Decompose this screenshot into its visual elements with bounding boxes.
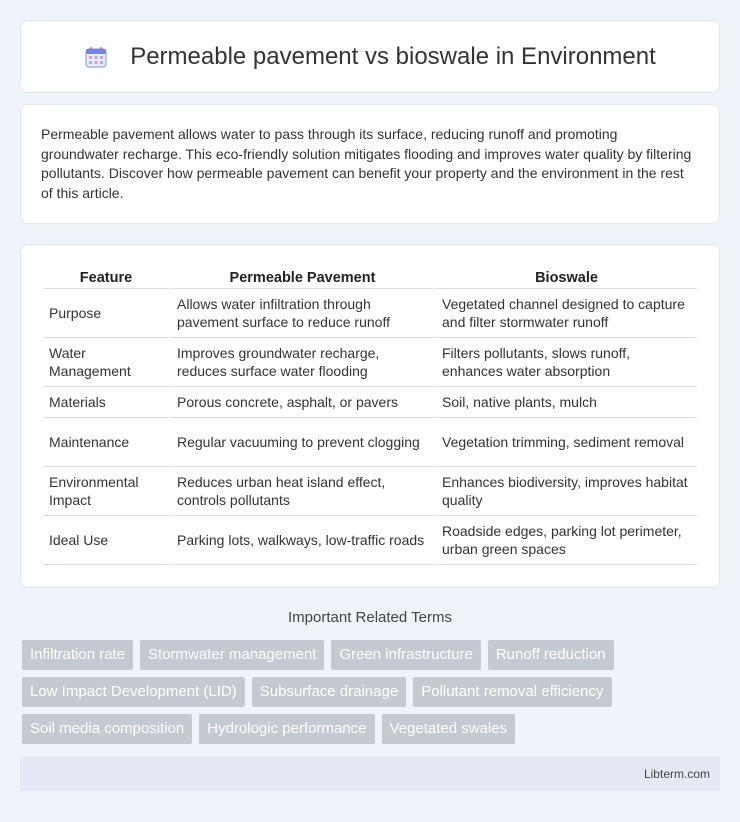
column-header: Bioswale — [436, 267, 697, 289]
footer — [20, 757, 720, 791]
table-cell: Improves groundwater recharge, reduces surface water flooding — [171, 338, 434, 387]
tag[interactable]: Runoff reduction — [488, 640, 614, 670]
table-cell: Ideal Use — [43, 516, 169, 565]
table-cell: Materials — [43, 387, 169, 418]
table-cell: Parking lots, walkways, low-traffic roads — [171, 516, 434, 565]
related-terms-heading: Important Related Terms — [288, 609, 452, 626]
table-cell: Enhances biodiversity, improves habitat quality — [436, 467, 697, 516]
tag[interactable]: Stormwater management — [140, 640, 324, 670]
table-cell: Reduces urban heat island effect, controls pollutants — [171, 467, 434, 516]
title-card — [20, 20, 720, 93]
table-cell: Water Management — [43, 338, 169, 387]
table-cell: Purpose — [43, 289, 169, 338]
calendar-icon — [84, 45, 108, 69]
intro-paragraph: Permeable pavement allows water to pass through its surface, reducing runoff and promoting groundwater recharge. This eco-friendly solution mitigates flooding and improves water quality by filtering pollutants. Discover how permeable pavement can benefit your property and the environment in the rest of this article. — [41, 126, 692, 201]
comparison-table — [41, 267, 699, 565]
tag-row — [22, 640, 722, 670]
tag[interactable]: Green infrastructure — [331, 640, 480, 670]
column-header: Permeable Pavement — [171, 267, 434, 289]
tag[interactable]: Subsurface drainage — [252, 677, 406, 707]
table-row — [43, 387, 697, 418]
related-terms-list — [22, 640, 722, 751]
table-cell: Porous concrete, asphalt, or pavers — [171, 387, 434, 418]
tag[interactable]: Low Impact Development (LID) — [22, 677, 245, 707]
table-cell: Vegetated channel designed to capture and filter stormwater runoff — [436, 289, 697, 338]
table-cell: Filters pollutants, slows runoff, enhances water absorption — [436, 338, 697, 387]
table-cell: Environmental Impact — [43, 467, 169, 516]
table-cell: Allows water infiltration through pavement surface to reduce runoff — [171, 289, 434, 338]
column-header: Feature — [43, 267, 169, 289]
comparison-card — [20, 244, 720, 588]
table-row — [43, 338, 697, 387]
tag[interactable]: Hydrologic performance — [199, 714, 374, 744]
table-row — [43, 418, 697, 467]
table-cell: Regular vacuuming to prevent clogging — [171, 418, 434, 467]
table-row — [43, 516, 697, 565]
tag[interactable]: Vegetated swales — [382, 714, 516, 744]
table-cell: Vegetation trimming, sediment removal — [436, 418, 697, 467]
table-cell: Maintenance — [43, 418, 169, 467]
tag-row — [22, 677, 722, 707]
tag-row — [22, 714, 722, 744]
intro-card — [20, 104, 720, 224]
tag[interactable]: Soil media composition — [22, 714, 192, 744]
table-row — [43, 289, 697, 338]
table-row — [43, 467, 697, 516]
table-header-row — [43, 267, 697, 289]
table-cell: Soil, native plants, mulch — [436, 387, 697, 418]
tag[interactable]: Infiltration rate — [22, 640, 133, 670]
tag[interactable]: Pollutant removal efficiency — [413, 677, 611, 707]
footer-site-name[interactable]: Libterm.com — [643, 767, 710, 781]
page-title: Permeable pavement vs bioswale in Environment — [130, 42, 656, 70]
table-cell: Roadside edges, parking lot perimeter, urban green spaces — [436, 516, 697, 565]
